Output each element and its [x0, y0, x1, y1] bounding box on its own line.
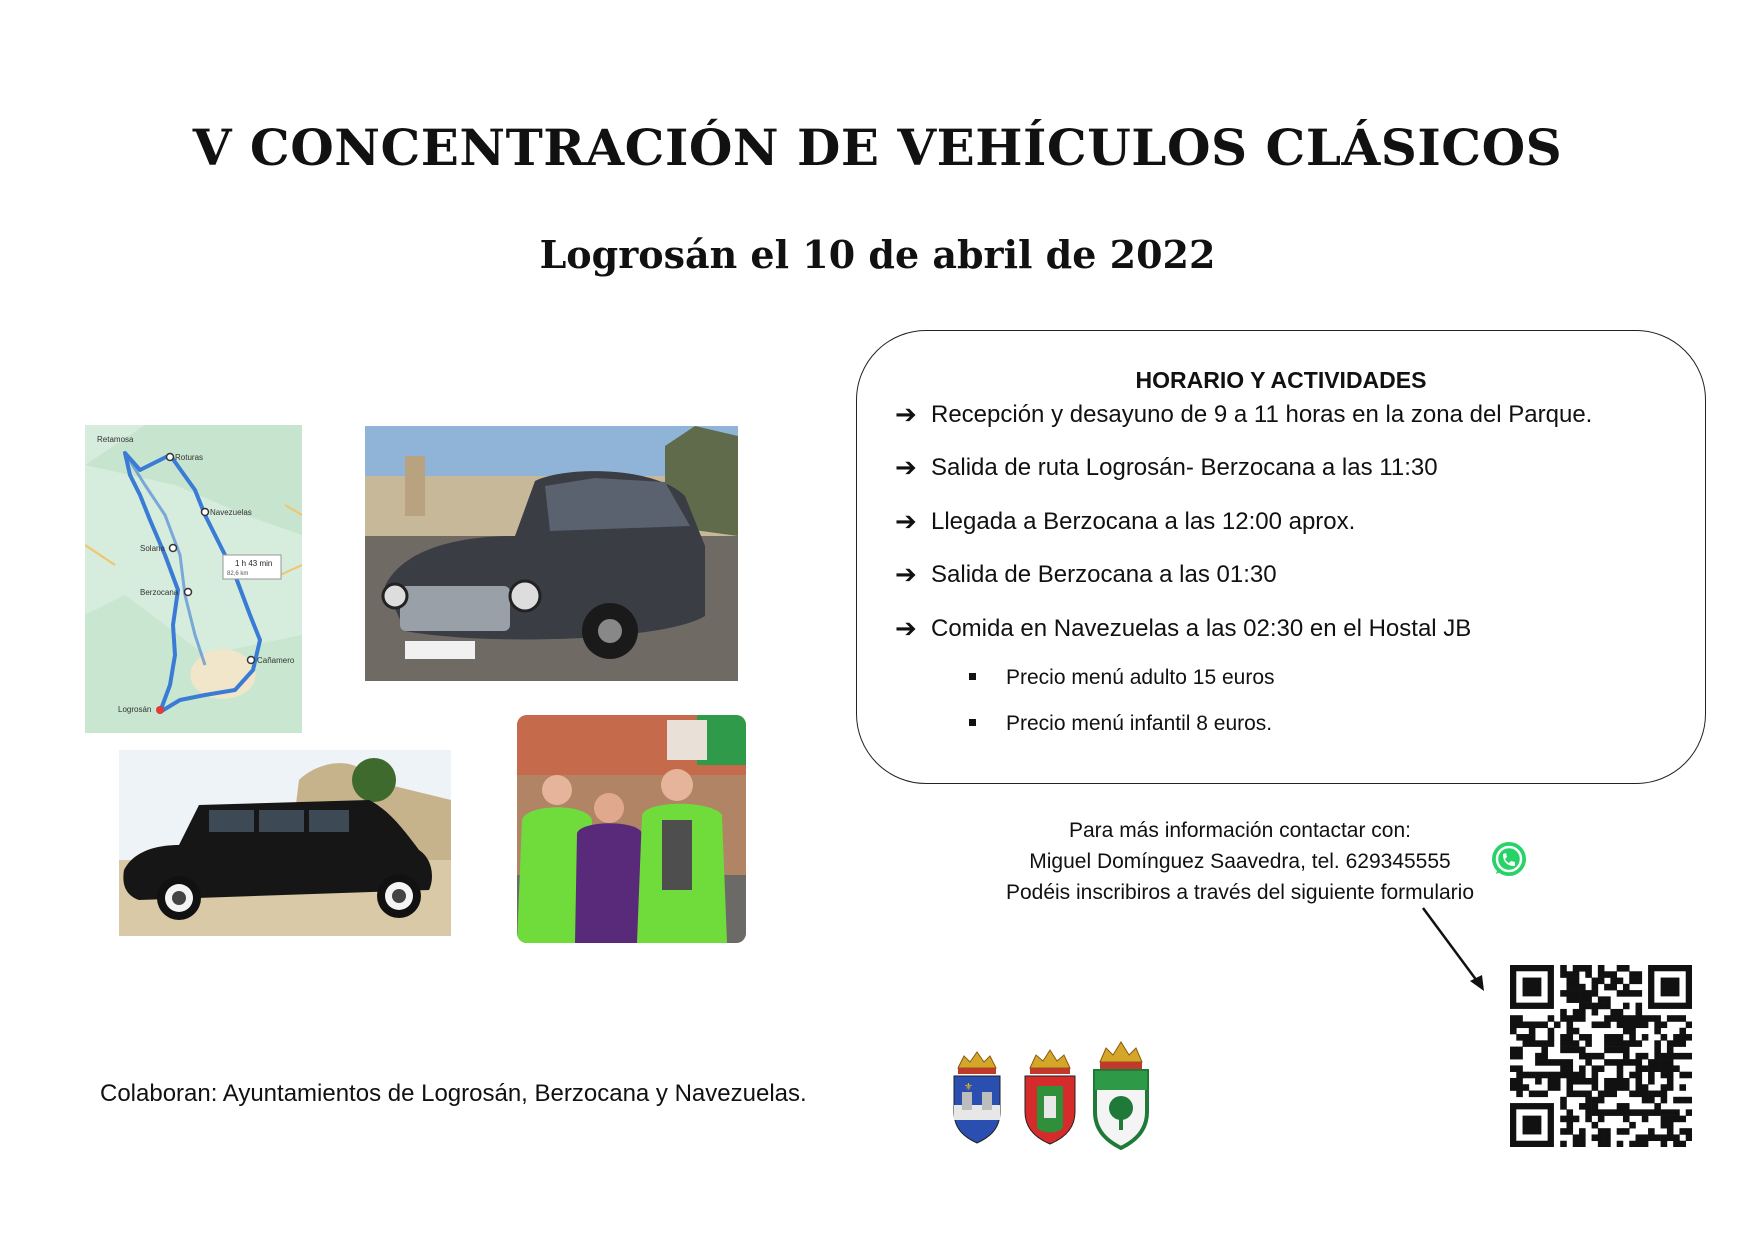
- schedule-item: ➔ Llegada a Berzocana a las 12:00 aprox.: [895, 506, 1356, 536]
- poster-title: V CONCENTRACIÓN DE VEHÍCULOS CLÁSICOS: [192, 118, 1563, 177]
- map-label-roturas: Roturas: [175, 453, 204, 462]
- berzocana-coat-of-arms: [1022, 1048, 1078, 1146]
- contact-line-3: Podéis inscribiros a través del siguiente formulario: [1005, 881, 1475, 904]
- price-item: Precio menú infantil 8 euros.: [969, 712, 1272, 736]
- schedule-heading: HORARIO Y ACTIVIDADES: [1135, 367, 1427, 393]
- svg-text:⚜: ⚜: [964, 1082, 973, 1093]
- map-duration: 1 h 43 min: [235, 559, 273, 568]
- arrow-right-icon: ➔: [895, 506, 917, 536]
- map-label-solana: Solana: [140, 544, 165, 553]
- schedule-item: ➔ Salida de ruta Logrosán- Berzocana a las 11:30: [895, 452, 1438, 482]
- schedule-box: [856, 330, 1706, 784]
- arrow-right-icon: ➔: [895, 613, 917, 643]
- schedule-item: ➔ Comida en Navezuelas a las 02:30 en el Hostal JB: [895, 613, 1472, 643]
- price-item: Precio menú adulto 15 euros: [969, 666, 1275, 690]
- route-map-svg: [85, 425, 302, 733]
- schedule-item: ➔ Recepción y desayuno de 9 a 11 horas en la zona del Parque.: [895, 399, 1593, 429]
- map-label-navezuelas: Navezuelas: [210, 508, 252, 517]
- map-label-canamero: Cañamero: [257, 656, 295, 665]
- contact-line-2: Miguel Domínguez Saavedra, tel. 629345555: [1029, 850, 1451, 873]
- map-label-berzocana: Berzocana: [140, 588, 179, 597]
- arrow-right-icon: ➔: [895, 452, 917, 482]
- collaborators-text: Colaboran: Ayuntamientos de Logrosán, Berzocana y Navezuelas.: [100, 1080, 807, 1107]
- poster-subtitle: Logrosán el 10 de abril de 2022: [539, 232, 1216, 277]
- contact-line-1: Para más información contactar con:: [1069, 819, 1411, 842]
- logrosan-coat-of-arms: [950, 1050, 1004, 1145]
- black-limousine-photo: [119, 750, 451, 936]
- registration-qr-code[interactable]: [1510, 965, 1692, 1147]
- arrow-right-icon: ➔: [895, 559, 917, 589]
- route-map-image: [85, 425, 302, 733]
- schedule-item: ➔ Salida de Berzocana a las 01:30: [895, 559, 1277, 589]
- classic-car-square-photo: [365, 426, 738, 681]
- pointer-arrow-icon: [1420, 905, 1490, 995]
- whatsapp-icon[interactable]: [1490, 840, 1528, 878]
- map-label-logrosan: Logrosán: [118, 705, 152, 714]
- bullet-square-icon: [969, 719, 976, 726]
- navezuelas-coat-of-arms: [1092, 1040, 1150, 1150]
- map-label-retamosa: Retamosa: [97, 435, 134, 444]
- map-distance: 82,6 km: [227, 571, 249, 577]
- bullet-square-icon: [969, 673, 976, 680]
- participants-group-photo: [517, 715, 746, 943]
- arrow-right-icon: ➔: [895, 399, 917, 429]
